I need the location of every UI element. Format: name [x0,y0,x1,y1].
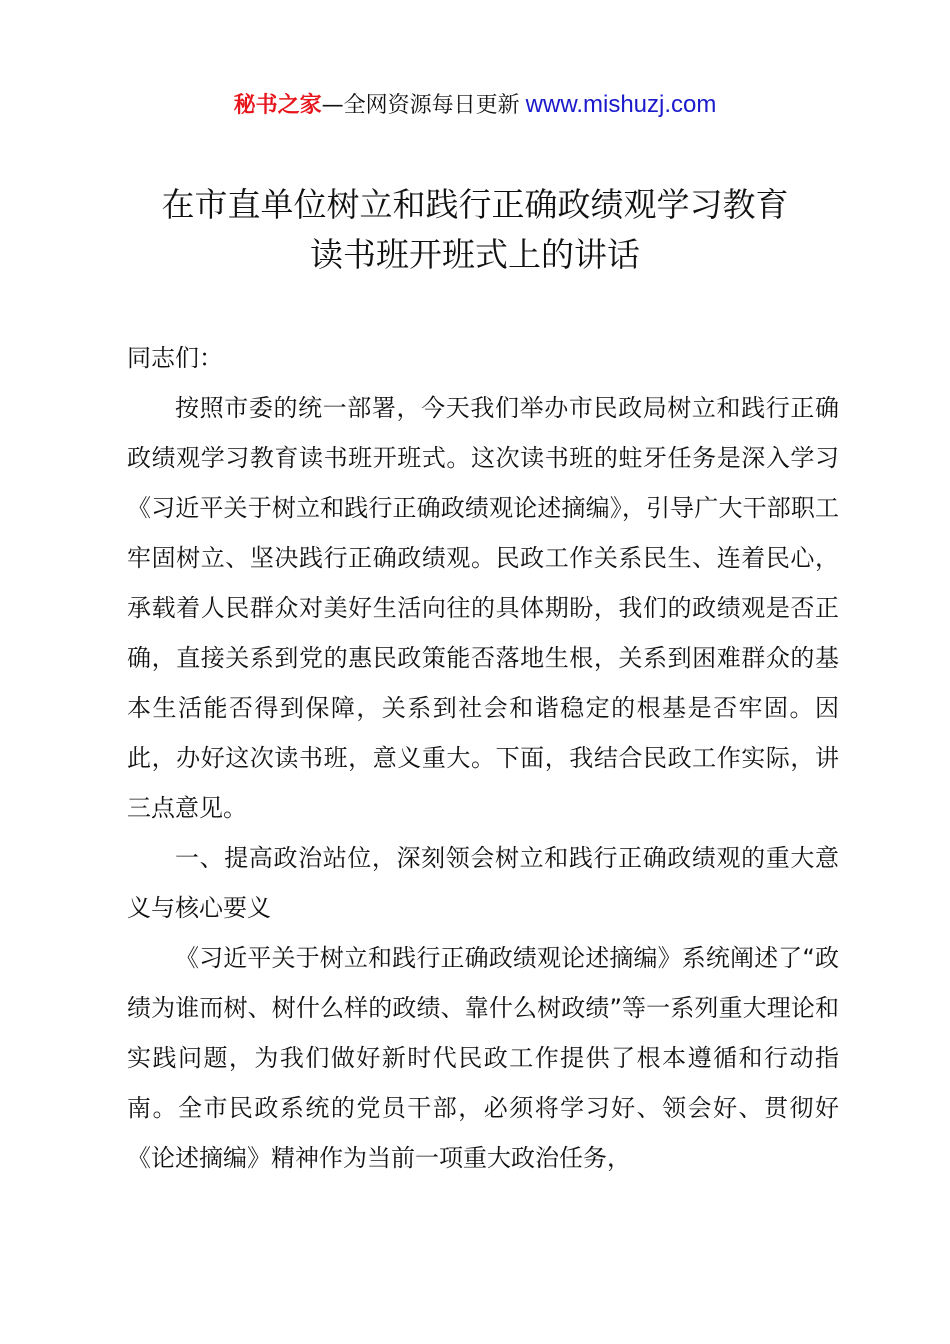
paragraph-intro: 按照市委的统一部署，今天我们举办市民政局树立和践行正确政绩观学习教育读书班开班式。这次读书班的蛀牙任务是深入学习《习近平关于树立和践行正确政绩观论述摘编》，引导广大干部职工牢固树立、坚决践行正确政绩观。民政工作关系民生、连着民心，承载着人民群众对美好生活向往的具体期盼，我们的政绩观是否正确，直接关系到党的惠民政策能否落地生根，关系到困难群众的基本生活能否得到保障，关系到社会和谐稳定的根基是否牢固。因此，办好这次读书班，意义重大。下面，我结合民政工作实际，讲三点意见。 [127,394,839,822]
paragraph-section-1: 《习近平关于树立和践行正确政绩观论述摘编》系统阐述了“政绩为谁而树、树什么样的政绩、靠什么树政绩”等一系列重大理论和实践问题，为我们做好新时代民政工作提供了根本遵循和行动指南。全市民政系统的党员干部，必须将学习好、领会好、贯彻好《论述摘编》精神作为当前一项重大政治任务， [127,944,839,1172]
brand-name: 秘书之家 [233,93,322,118]
title-line-1: 在市直单位树立和践行正确政绩观学习教育 [161,185,789,224]
document-title [0,180,950,280]
title-line-2: 读书班开班式上的讲话 [310,235,640,274]
salutation: 同志们： [127,344,223,372]
document-body [127,333,839,1183]
site-banner [0,88,950,123]
section-heading-1: 一、提高政治站位，深刻领会树立和践行正确政绩观的重大意义与核心要义 [127,844,839,922]
site-url-link[interactable]: www.mishuzj.com [525,91,717,118]
banner-slogan: —全网资源每日更新 [321,93,520,118]
